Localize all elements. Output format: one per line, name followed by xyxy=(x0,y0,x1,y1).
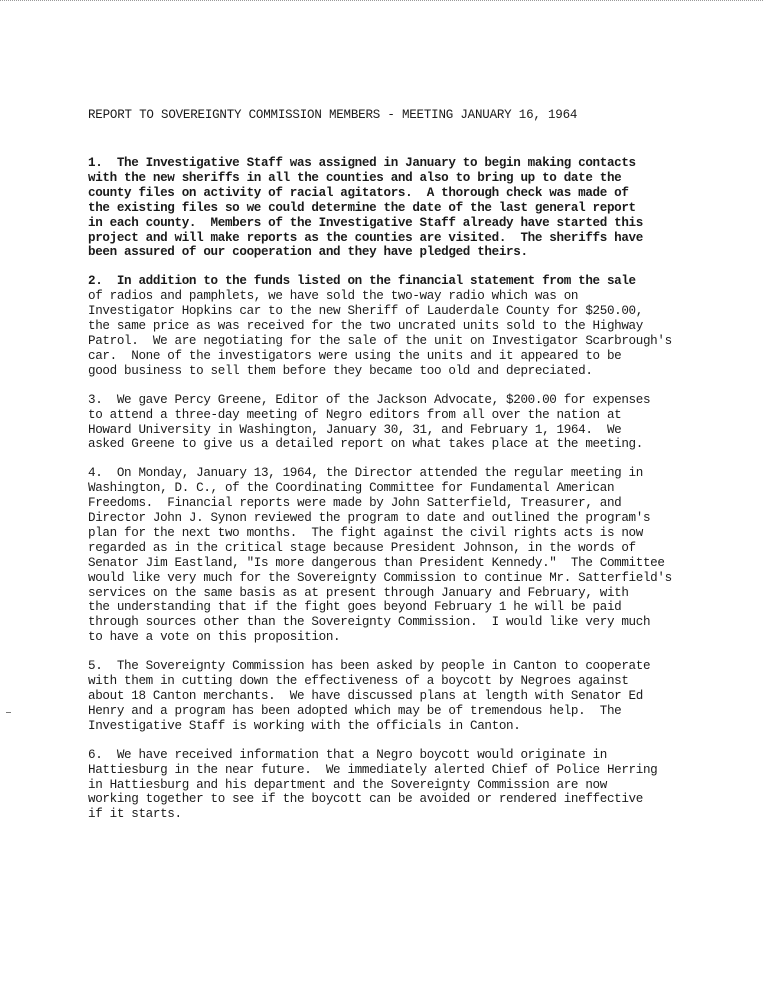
text-line: about 18 Canton merchants. We have discussed plans at length with Senator Ed xyxy=(88,689,643,703)
paragraph-3 xyxy=(88,393,700,453)
text-line: Henry and a program has been adopted which may be of tremendous help. The xyxy=(88,703,622,718)
paragraph-2 xyxy=(88,274,700,378)
text-line: asked Greene to give us a detailed report on what takes place at the meeting. xyxy=(88,437,643,452)
text-line: with the new sheriffs in all the counties and also to bring up to date the xyxy=(88,170,622,185)
text-line: Freedoms. Financial reports were made by John Satterfield, Treasurer, and xyxy=(88,496,622,511)
document-body xyxy=(88,102,700,822)
text-line: 5. The Sovereignty Commission has been asked by people in Canton to cooperate xyxy=(88,659,651,674)
text-line: plan for the next two months. The fight against the civil rights acts is now xyxy=(88,525,643,540)
text-line: car. None of the investigators were using the units and it appeared to be xyxy=(88,348,622,363)
margin-mark xyxy=(6,712,11,713)
text-line: of radios and pamphlets, we have sold the two-way radio which was on xyxy=(88,289,579,304)
text-line: Patrol. We are negotiating for the sale of the unit on Investigator Scarbrough's xyxy=(88,333,672,348)
text-line: would like very much for the Sovereignty Commission to continue Mr. Satterfield's xyxy=(88,570,672,585)
text-line: been assured of our cooperation and they have pledged theirs. xyxy=(88,245,528,260)
text-line: with them in cutting down the effectiveness of a boycott by Negroes against xyxy=(88,674,629,689)
text-line: Investigator Hopkins car to the new Sheriff of Lauderdale County for $250.00, xyxy=(88,304,643,319)
paragraph-4 xyxy=(88,466,700,645)
text-line: Hattiesburg in the near future. We immediately alerted Chief of Police Herring xyxy=(88,762,658,777)
report-title: REPORT TO SOVEREIGNTY COMMISSION MEMBERS - MEETING JANUARY 16, 1964 xyxy=(88,108,578,122)
text-line: to have a vote on this proposition. xyxy=(88,630,341,645)
text-line: Howard University in Washington, January 30, 31, and February 1, 1964. We xyxy=(88,422,622,437)
page-top-edge xyxy=(0,0,763,4)
text-line: 3. We gave Percy Greene, Editor of the Jackson Advocate, $200.00 for expenses xyxy=(88,392,651,407)
text-line: county files on activity of racial agitators. A thorough check was made of xyxy=(88,185,629,200)
text-line: to attend a three-day meeting of Negro editors from all over the nation at xyxy=(88,407,622,422)
text-line: if it starts. xyxy=(88,807,182,822)
text-line: in each county. Members of the Investigative Staff already have started this xyxy=(88,215,643,230)
text-line: the same price as was received for the two uncrated units sold to the Highway xyxy=(88,319,643,334)
text-line: regarded as in the critical stage because President Johnson, in the words of xyxy=(88,540,636,555)
text-line: Director John J. Synon reviewed the program to date and outlined the program's xyxy=(88,511,651,526)
text-line: working together to see if the boycott can be avoided or rendered ineffective xyxy=(88,792,643,807)
paragraph-1 xyxy=(88,156,700,260)
text-line: 4. On Monday, January 13, 1964, the Director attended the regular meeting in xyxy=(88,466,643,481)
paragraph-6 xyxy=(88,748,700,823)
text-line: Washington, D. C., of the Coordinating Committee for Fundamental American xyxy=(88,481,615,496)
text-line: services on the same basis as at present through January and February, with xyxy=(88,585,629,600)
text-line: 2. In addition to the funds listed on the financial statement from the sale xyxy=(88,274,636,289)
text-line: in Hattiesburg and his department and the Sovereignty Commission are now xyxy=(88,777,607,792)
text-line: project and will make reports as the counties are visited. The sheriffs have xyxy=(88,230,643,245)
text-line: Senator Jim Eastland, "Is more dangerous than President Kennedy." The Committee xyxy=(88,555,665,570)
text-line: the understanding that if the fight goes beyond February 1 he will be paid xyxy=(88,600,622,615)
text-line: the existing files so we could determine the date of the last general report xyxy=(88,200,636,215)
text-line: 1. The Investigative Staff was assigned in January to begin making contacts xyxy=(88,156,636,170)
text-line: through sources other than the Sovereignty Commission. I would like very much xyxy=(88,615,651,630)
text-line: 6. We have received information that a Negro boycott would originate in xyxy=(88,747,607,762)
text-line: Investigative Staff is working with the officials in Canton. xyxy=(88,718,521,733)
text-line: good business to sell them before they became too old and depreciated. xyxy=(88,363,593,378)
paragraph-5 xyxy=(88,659,700,734)
